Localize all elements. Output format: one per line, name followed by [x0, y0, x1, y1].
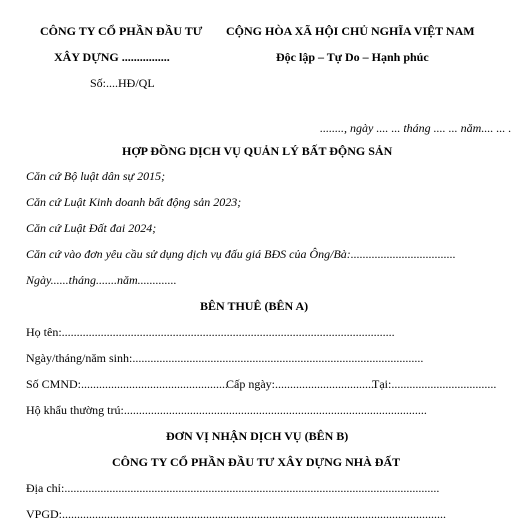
national-motto: Độc lập – Tự Do – Hạnh phúc — [276, 50, 429, 64]
party-b-office-field: VPGD:................................................................................................................................ — [26, 507, 447, 521]
party-a-name-field: Họ tên:............................................................................................................... — [26, 325, 395, 339]
company-name-line2: XÂY DỰNG ................ — [54, 50, 170, 64]
company-name-line1: CÔNG TY CỔ PHẦN ĐẦU TƯ — [40, 24, 203, 38]
legal-basis-item: Căn cứ Luật Kinh doanh bất động sản 2023; — [26, 195, 242, 209]
party-a-issue-place-field: Tại:................................... — [372, 377, 497, 391]
party-a-dob-field: Ngày/tháng/năm sinh:................................................................................................. — [26, 351, 424, 365]
legal-basis-item: Căn cứ vào đơn yêu cầu sử dụng dịch vụ đấu giá BĐS của Ông/Bà:................................... — [26, 247, 456, 261]
party-a-id-field: Số CMND:................................................. — [26, 377, 229, 391]
document-number: Số:....HĐ/QL — [90, 76, 155, 90]
party-b-company: CÔNG TY CỔ PHẦN ĐẦU TƯ XÂY DỰNG NHÀ ĐẤT — [112, 455, 401, 469]
party-a-issue-date-field: Cấp ngày:................................. — [226, 377, 374, 391]
party-a-household-field: Hộ khẩu thường trú:..................................................................................................... — [26, 403, 427, 417]
party-b-heading: ĐƠN VỊ NHẬN DỊCH VỤ (BÊN B) — [166, 429, 349, 443]
nation-title: CỘNG HÒA XÃ HỘI CHỦ NGHĨA VIỆT NAM — [226, 24, 475, 38]
contract-title: HỢP ĐỒNG DỊCH VỤ QUẢN LÝ BẤT ĐỘNG SẢN — [122, 144, 393, 158]
legal-basis-item: Căn cứ Luật Đất đai 2024; — [26, 221, 157, 235]
date-line: ........, ngày .... ... tháng .... ... năm.... ... . — [320, 121, 512, 135]
legal-basis-date: Ngày......tháng.......năm............. — [26, 273, 177, 287]
legal-basis-item: Căn cứ Bộ luật dân sự 2015; — [26, 169, 166, 183]
party-a-heading: BÊN THUÊ (BÊN A) — [200, 299, 309, 313]
party-b-address-field: Địa chỉ:............................................................................................................................. — [26, 481, 440, 495]
